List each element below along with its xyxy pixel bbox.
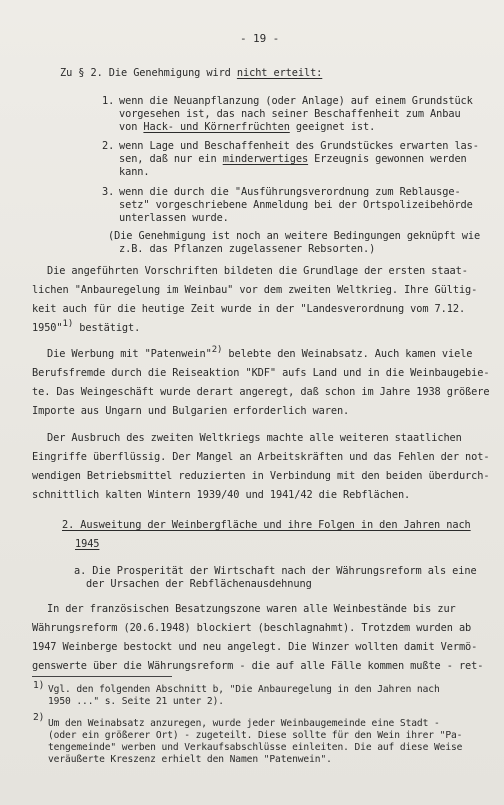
- footnote-ref-1: 1): [62, 319, 74, 329]
- heading-prefix: Zu § 2. Die Genehmigung wird: [60, 67, 237, 79]
- section-heading: [60, 67, 322, 79]
- paragraph-4-line-1: In der französischen Besatzungszone waren alle Weinbestände bis zur: [47, 603, 456, 615]
- subsection-a-line-1: a. Die Prosperität der Wirtschaft nach der Währungsreform als eine: [74, 565, 477, 577]
- footnote-2-line-4: veräußerte Kreszenz erhielt den Namen "Patenwein".: [48, 754, 332, 765]
- paragraph-2-line-3: te. Das Weingeschäft wurde derart angeregt, daß schon im Jahre 1938 größere: [32, 386, 490, 398]
- condition-1-line-1: wenn die Neuanpflanzung (oder Anlage) auf einem Grundstück: [119, 95, 473, 107]
- paragraph-3-line-1: Der Ausbruch des zweiten Weltkriegs machte alle weiteren staatlichen: [47, 432, 462, 444]
- footnote-2-line-2: (oder ein größerer Ort) - zugeteilt. Diese sollte für den Wein ihrer "Pa-: [48, 730, 463, 741]
- text-segment: geeignet ist.: [289, 121, 376, 133]
- paragraph-2-line-4: Importe aus Ungarn und Bulgarien erforderlich waren.: [32, 405, 350, 417]
- condition-3-line-3: unterlassen wurde.: [119, 212, 229, 224]
- paragraph-4-line-4: genswerte über die Währungsreform - die auf alle Fälle kommen mußte - ret-: [32, 660, 484, 672]
- text-segment: Die Werbung mit "Patenwein": [47, 348, 212, 360]
- text-segment: sen, daß nur ein: [119, 153, 223, 165]
- paragraph-1-line-4: [32, 319, 141, 335]
- condition-1-line-2: vorgesehen ist, das nach seiner Beschaffenheit zum Anbau: [119, 108, 461, 120]
- paragraph-1-line-1: Die angeführten Vorschriften bildeten die Grundlage der ersten staat-: [47, 265, 468, 277]
- underlined-text: Hack- und Körnerfrüchten: [143, 121, 290, 133]
- text-segment: 1950": [32, 322, 63, 334]
- condition-2-line-2: [119, 153, 467, 165]
- underlined-text: minderwertiges: [222, 153, 309, 165]
- footnote-2-mark: 2): [33, 712, 45, 723]
- paragraph-4-line-2: Währungsreform (20.6.1948) blockiert (beschlagnahmt). Trotzdem wurden ab: [32, 622, 472, 634]
- paragraph-2-line-2: Berufsfremde durch die Reiseaktion "KDF" aufs Land und in die Weinbaugebie-: [32, 367, 490, 379]
- paragraph-2-line-1: [47, 345, 473, 361]
- condition-1-number: 1.: [102, 95, 115, 107]
- condition-2-number: 2.: [102, 140, 115, 152]
- paragraph-3-line-4: schnittlich kalten Wintern 1939/40 und 1941/42 die Rebflächen.: [32, 489, 411, 501]
- condition-3-line-2: setz" vorgeschriebene Anmeldung bei der Ortspolizeibehörde: [119, 199, 473, 211]
- paragraph-3-line-2: Eingriffe überflüssig. Der Mangel an Arbeitskräften und das Fehlen der not-: [32, 451, 490, 463]
- note-line-1: (Die Genehmigung ist noch an weitere Bedingungen geknüpft wie: [108, 230, 481, 242]
- footnote-ref-2: 2): [211, 345, 223, 355]
- footnote-2-line-1: Um den Weinabsatz anzuregen, wurde jeder Weinbaugemeinde eine Stadt -: [48, 718, 440, 729]
- section-2-heading-line-1: 2. Ausweitung der Weinbergfläche und ihre Folgen in den Jahren nach: [62, 519, 471, 531]
- footnote-separator: [32, 676, 172, 677]
- condition-2-line-3: kann.: [119, 166, 150, 178]
- condition-3-line-1: wenn die durch die "Ausführungsverordnung zum Reblausge-: [119, 186, 461, 198]
- paragraph-4-line-3: 1947 Weinberge bestockt und neu angelegt. Die Winzer wollten damit Vermö-: [32, 641, 478, 653]
- heading-emphasis: nicht erteilt:: [236, 67, 323, 79]
- condition-1-line-3: [119, 121, 375, 133]
- condition-3-number: 3.: [102, 186, 115, 198]
- paragraph-1-line-2: lichen "Anbauregelung im Weinbau" vor dem zweiten Weltkrieg. Ihre Gültig-: [32, 284, 478, 296]
- text-segment: Erzeugnis gewonnen werden: [308, 153, 467, 165]
- section-2-heading-line-2: 1945: [75, 538, 100, 550]
- text-segment: bestätigt.: [73, 322, 141, 334]
- footnote-1-line-1: Vgl. den folgenden Abschnitt b, "Die Anbauregelung in den Jahren nach: [48, 684, 440, 695]
- footnote-2-line-3: tengemeinde" werben und Verkaufsabschlüsse einleiten. Die auf diese Weise: [48, 742, 463, 753]
- subsection-a-line-2: der Ursachen der Rebflächenausdehnung: [86, 578, 312, 590]
- footnote-1-line-2: 1950 ..." s. Seite 21 unter 2).: [48, 696, 224, 707]
- text-segment: von: [119, 121, 144, 133]
- footnote-1-mark: 1): [33, 680, 45, 691]
- paragraph-1-line-3: keit auch für die heutige Zeit wurde in der "Landesverordnung vom 7.12.: [32, 303, 466, 315]
- text-segment: belebte den Weinabsatz. Auch kamen viele: [222, 348, 473, 360]
- note-line-2: z.B. das Pflanzen zugelassener Rebsorten.): [119, 243, 376, 255]
- paragraph-3-line-3: wendigen Betriebsmittel reduzierten in Verbindung mit den beiden überdurch-: [32, 470, 490, 482]
- page-number: - 19 -: [240, 32, 280, 45]
- condition-2-line-1: wenn Lage und Beschaffenheit des Grundstückes erwarten las-: [119, 140, 479, 152]
